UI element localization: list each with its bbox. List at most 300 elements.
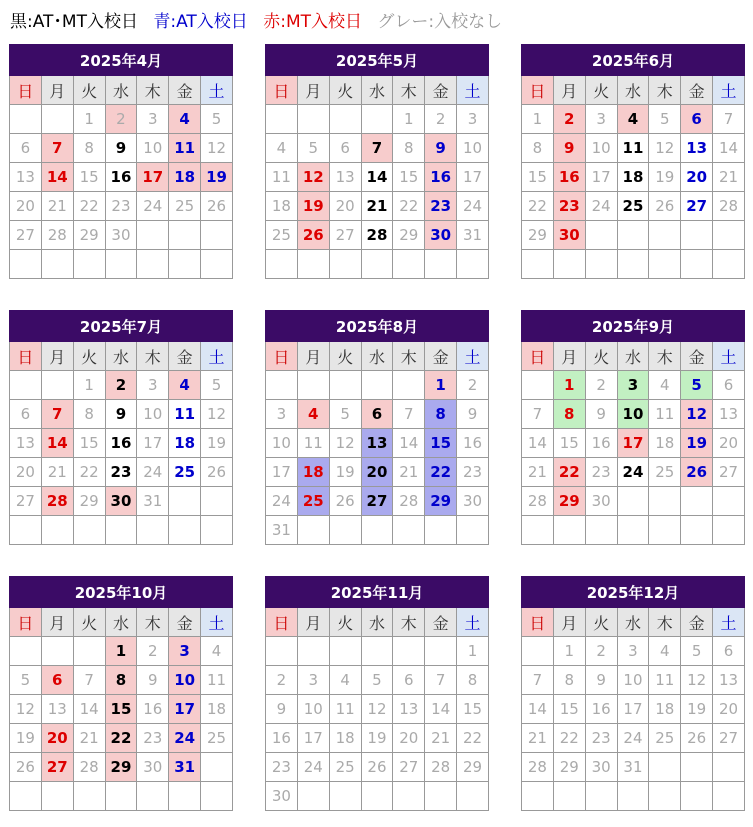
month-calendar — [521, 310, 745, 545]
day-cell: 2 — [105, 371, 137, 400]
weekday-header: 土 — [457, 76, 489, 105]
day-cell: 17 — [137, 429, 169, 458]
empty-cell — [266, 371, 298, 400]
day-cell: 13 — [393, 695, 425, 724]
day-cell: 8 — [105, 666, 137, 695]
day-cell: 14 — [425, 695, 457, 724]
day-cell: 29 — [73, 221, 105, 250]
day-cell: 15 — [73, 163, 105, 192]
day-cell: 5 — [649, 105, 681, 134]
empty-cell — [169, 516, 201, 545]
day-cell: 30 — [425, 221, 457, 250]
empty-cell — [361, 637, 393, 666]
day-cell: 4 — [617, 105, 649, 134]
empty-cell — [681, 487, 713, 516]
month-calendar — [265, 576, 489, 811]
weekday-header: 月 — [553, 76, 585, 105]
day-cell: 25 — [169, 192, 201, 221]
day-cell: 24 — [137, 458, 169, 487]
day-cell: 15 — [553, 695, 585, 724]
day-cell: 25 — [201, 724, 233, 753]
empty-cell — [522, 250, 554, 279]
day-cell: 20 — [393, 724, 425, 753]
empty-cell — [617, 782, 649, 811]
empty-cell — [41, 637, 73, 666]
day-cell: 1 — [425, 371, 457, 400]
empty-cell — [201, 250, 233, 279]
day-cell: 6 — [713, 637, 745, 666]
empty-cell — [10, 637, 42, 666]
day-cell: 22 — [553, 458, 585, 487]
day-cell: 18 — [266, 192, 298, 221]
day-cell: 9 — [105, 400, 137, 429]
day-cell: 23 — [425, 192, 457, 221]
day-cell: 11 — [649, 400, 681, 429]
weekday-header: 土 — [713, 76, 745, 105]
weekday-header: 日 — [522, 342, 554, 371]
day-cell: 12 — [201, 134, 233, 163]
month-calendar — [265, 310, 489, 545]
weekday-header: 日 — [10, 342, 42, 371]
day-cell: 14 — [41, 429, 73, 458]
day-cell: 24 — [137, 192, 169, 221]
day-cell: 14 — [713, 134, 745, 163]
day-cell: 13 — [713, 666, 745, 695]
day-cell: 27 — [329, 221, 361, 250]
month-title: 2025年5月 — [266, 45, 489, 76]
day-cell: 9 — [585, 666, 617, 695]
weekday-header: 金 — [681, 342, 713, 371]
legend-red: 赤:MT入校日 — [263, 12, 362, 32]
month-title: 2025年4月 — [10, 45, 233, 76]
day-cell: 4 — [649, 637, 681, 666]
empty-cell — [617, 487, 649, 516]
empty-cell — [10, 250, 42, 279]
day-cell: 20 — [361, 458, 393, 487]
day-cell: 13 — [329, 163, 361, 192]
weekday-header: 土 — [201, 608, 233, 637]
day-cell: 27 — [361, 487, 393, 516]
empty-cell — [41, 371, 73, 400]
month-calendar — [9, 576, 233, 811]
day-cell: 3 — [266, 400, 298, 429]
weekday-header: 火 — [585, 342, 617, 371]
weekday-header: 土 — [713, 608, 745, 637]
day-cell: 24 — [457, 192, 489, 221]
day-cell: 9 — [425, 134, 457, 163]
empty-cell — [681, 221, 713, 250]
empty-cell — [681, 516, 713, 545]
day-cell: 14 — [522, 695, 554, 724]
weekday-header: 月 — [41, 608, 73, 637]
empty-cell — [201, 782, 233, 811]
day-cell: 23 — [266, 753, 298, 782]
empty-cell — [425, 516, 457, 545]
empty-cell — [553, 782, 585, 811]
day-cell: 24 — [297, 753, 329, 782]
day-cell: 8 — [425, 400, 457, 429]
weekday-header: 火 — [73, 608, 105, 637]
month-title: 2025年6月 — [522, 45, 745, 76]
month-title: 2025年7月 — [10, 311, 233, 342]
day-cell: 31 — [266, 516, 298, 545]
day-cell: 23 — [585, 458, 617, 487]
empty-cell — [522, 637, 554, 666]
day-cell: 5 — [681, 371, 713, 400]
weekday-header: 水 — [361, 342, 393, 371]
day-cell: 4 — [266, 134, 298, 163]
day-cell: 8 — [457, 666, 489, 695]
empty-cell — [713, 782, 745, 811]
day-cell: 7 — [41, 134, 73, 163]
weekday-header: 月 — [297, 342, 329, 371]
weekday-header: 水 — [361, 76, 393, 105]
day-cell: 14 — [41, 163, 73, 192]
day-cell: 12 — [201, 400, 233, 429]
weekday-header: 月 — [297, 608, 329, 637]
day-cell: 11 — [329, 695, 361, 724]
empty-cell — [681, 250, 713, 279]
legend-black: 黒:AT･MT入校日 — [10, 12, 138, 32]
day-cell: 2 — [585, 371, 617, 400]
empty-cell — [393, 637, 425, 666]
day-cell: 6 — [713, 371, 745, 400]
day-cell: 20 — [10, 192, 42, 221]
day-cell: 22 — [522, 192, 554, 221]
day-cell: 24 — [585, 192, 617, 221]
day-cell: 28 — [41, 221, 73, 250]
empty-cell — [10, 105, 42, 134]
day-cell: 28 — [713, 192, 745, 221]
empty-cell — [297, 637, 329, 666]
weekday-header: 日 — [10, 608, 42, 637]
day-cell: 22 — [73, 458, 105, 487]
day-cell: 27 — [41, 753, 73, 782]
day-cell: 18 — [649, 429, 681, 458]
day-cell: 27 — [681, 192, 713, 221]
day-cell: 4 — [297, 400, 329, 429]
weekday-header: 木 — [393, 342, 425, 371]
day-cell: 20 — [713, 429, 745, 458]
day-cell: 25 — [266, 221, 298, 250]
day-cell: 7 — [522, 666, 554, 695]
empty-cell — [361, 105, 393, 134]
day-cell: 2 — [585, 637, 617, 666]
day-cell: 22 — [425, 458, 457, 487]
day-cell: 19 — [681, 695, 713, 724]
day-cell: 5 — [10, 666, 42, 695]
day-cell: 20 — [41, 724, 73, 753]
day-cell: 11 — [649, 666, 681, 695]
weekday-header: 日 — [266, 76, 298, 105]
empty-cell — [41, 782, 73, 811]
day-cell: 3 — [457, 105, 489, 134]
weekday-header: 水 — [617, 76, 649, 105]
empty-cell — [425, 782, 457, 811]
day-cell: 16 — [457, 429, 489, 458]
day-cell: 16 — [553, 163, 585, 192]
weekday-header: 水 — [617, 342, 649, 371]
empty-cell — [266, 637, 298, 666]
legend-blue: 青:AT入校日 — [153, 12, 248, 32]
day-cell: 30 — [585, 753, 617, 782]
day-cell: 8 — [73, 134, 105, 163]
day-cell: 23 — [553, 192, 585, 221]
day-cell: 30 — [105, 221, 137, 250]
day-cell: 25 — [169, 458, 201, 487]
day-cell: 26 — [361, 753, 393, 782]
weekday-header: 火 — [585, 76, 617, 105]
empty-cell — [169, 487, 201, 516]
day-cell: 6 — [393, 666, 425, 695]
weekday-header: 月 — [297, 76, 329, 105]
empty-cell — [169, 782, 201, 811]
empty-cell — [105, 782, 137, 811]
day-cell: 6 — [361, 400, 393, 429]
day-cell: 8 — [522, 134, 554, 163]
weekday-header: 火 — [73, 342, 105, 371]
day-cell: 26 — [329, 487, 361, 516]
day-cell: 10 — [585, 134, 617, 163]
day-cell: 23 — [457, 458, 489, 487]
empty-cell — [361, 371, 393, 400]
day-cell: 2 — [137, 637, 169, 666]
day-cell: 21 — [393, 458, 425, 487]
day-cell: 9 — [457, 400, 489, 429]
month-title: 2025年8月 — [266, 311, 489, 342]
day-cell: 28 — [361, 221, 393, 250]
empty-cell — [457, 250, 489, 279]
month-calendar — [521, 44, 745, 279]
day-cell: 30 — [137, 753, 169, 782]
day-cell: 26 — [681, 724, 713, 753]
day-cell: 10 — [617, 400, 649, 429]
empty-cell — [522, 371, 554, 400]
day-cell: 1 — [553, 371, 585, 400]
day-cell: 9 — [553, 134, 585, 163]
day-cell: 21 — [522, 458, 554, 487]
month-title: 2025年9月 — [522, 311, 745, 342]
day-cell: 26 — [201, 192, 233, 221]
day-cell: 4 — [329, 666, 361, 695]
empty-cell — [681, 782, 713, 811]
day-cell: 22 — [393, 192, 425, 221]
month-calendar — [9, 44, 233, 279]
day-cell: 24 — [266, 487, 298, 516]
empty-cell — [649, 221, 681, 250]
weekday-header: 水 — [105, 608, 137, 637]
day-cell: 7 — [522, 400, 554, 429]
empty-cell — [266, 250, 298, 279]
day-cell: 31 — [137, 487, 169, 516]
day-cell: 5 — [329, 400, 361, 429]
day-cell: 26 — [297, 221, 329, 250]
day-cell: 13 — [361, 429, 393, 458]
empty-cell — [73, 637, 105, 666]
day-cell: 25 — [329, 753, 361, 782]
day-cell: 30 — [585, 487, 617, 516]
empty-cell — [329, 637, 361, 666]
day-cell: 13 — [713, 400, 745, 429]
day-cell: 22 — [73, 192, 105, 221]
day-cell: 27 — [10, 487, 42, 516]
weekday-header: 月 — [553, 342, 585, 371]
day-cell: 19 — [361, 724, 393, 753]
empty-cell — [713, 516, 745, 545]
day-cell: 14 — [522, 429, 554, 458]
day-cell: 9 — [266, 695, 298, 724]
day-cell: 18 — [169, 163, 201, 192]
day-cell: 28 — [73, 753, 105, 782]
day-cell: 25 — [297, 487, 329, 516]
day-cell: 4 — [169, 371, 201, 400]
day-cell: 29 — [393, 221, 425, 250]
day-cell: 23 — [585, 724, 617, 753]
empty-cell — [681, 753, 713, 782]
empty-cell — [617, 516, 649, 545]
empty-cell — [10, 782, 42, 811]
weekday-header: 土 — [457, 342, 489, 371]
day-cell: 21 — [361, 192, 393, 221]
day-cell: 5 — [361, 666, 393, 695]
day-cell: 23 — [105, 192, 137, 221]
day-cell: 19 — [297, 192, 329, 221]
day-cell: 14 — [361, 163, 393, 192]
day-cell: 12 — [361, 695, 393, 724]
weekday-header: 日 — [266, 342, 298, 371]
empty-cell — [649, 782, 681, 811]
day-cell: 4 — [649, 371, 681, 400]
day-cell: 22 — [457, 724, 489, 753]
day-cell: 21 — [41, 458, 73, 487]
empty-cell — [649, 516, 681, 545]
day-cell: 18 — [169, 429, 201, 458]
empty-cell — [553, 250, 585, 279]
day-cell: 3 — [617, 637, 649, 666]
day-cell: 28 — [522, 753, 554, 782]
day-cell: 11 — [297, 429, 329, 458]
day-cell: 13 — [10, 429, 42, 458]
month-calendar — [9, 310, 233, 545]
day-cell: 15 — [393, 163, 425, 192]
weekday-header: 木 — [393, 76, 425, 105]
day-cell: 8 — [553, 400, 585, 429]
day-cell: 17 — [457, 163, 489, 192]
weekday-header: 木 — [649, 342, 681, 371]
weekday-header: 木 — [649, 608, 681, 637]
day-cell: 1 — [393, 105, 425, 134]
empty-cell — [297, 516, 329, 545]
day-cell: 22 — [105, 724, 137, 753]
day-cell: 22 — [553, 724, 585, 753]
day-cell: 30 — [457, 487, 489, 516]
weekday-header: 木 — [137, 76, 169, 105]
empty-cell — [649, 487, 681, 516]
day-cell: 11 — [201, 666, 233, 695]
day-cell: 12 — [329, 429, 361, 458]
day-cell: 28 — [522, 487, 554, 516]
day-cell: 21 — [73, 724, 105, 753]
day-cell: 2 — [457, 371, 489, 400]
day-cell: 12 — [681, 666, 713, 695]
empty-cell — [713, 250, 745, 279]
empty-cell — [457, 516, 489, 545]
weekday-header: 土 — [457, 608, 489, 637]
weekday-header: 木 — [393, 608, 425, 637]
day-cell: 9 — [105, 134, 137, 163]
weekday-header: 金 — [169, 76, 201, 105]
weekday-header: 日 — [266, 608, 298, 637]
day-cell: 19 — [201, 429, 233, 458]
empty-cell — [105, 250, 137, 279]
day-cell: 1 — [73, 105, 105, 134]
day-cell: 27 — [713, 458, 745, 487]
day-cell: 10 — [169, 666, 201, 695]
day-cell: 7 — [361, 134, 393, 163]
day-cell: 15 — [73, 429, 105, 458]
day-cell: 20 — [10, 458, 42, 487]
empty-cell — [361, 250, 393, 279]
empty-cell — [10, 371, 42, 400]
empty-cell — [41, 105, 73, 134]
day-cell: 2 — [425, 105, 457, 134]
day-cell: 24 — [169, 724, 201, 753]
empty-cell — [649, 250, 681, 279]
day-cell: 7 — [41, 400, 73, 429]
day-cell: 11 — [266, 163, 298, 192]
empty-cell — [137, 516, 169, 545]
day-cell: 9 — [137, 666, 169, 695]
day-cell: 19 — [329, 458, 361, 487]
day-cell: 30 — [105, 487, 137, 516]
day-cell: 17 — [617, 429, 649, 458]
day-cell: 3 — [137, 105, 169, 134]
day-cell: 31 — [617, 753, 649, 782]
empty-cell — [522, 782, 554, 811]
month-title: 2025年12月 — [522, 577, 745, 608]
empty-cell — [649, 753, 681, 782]
day-cell: 12 — [681, 400, 713, 429]
empty-cell — [393, 516, 425, 545]
empty-cell — [201, 487, 233, 516]
empty-cell — [329, 250, 361, 279]
day-cell: 29 — [553, 753, 585, 782]
weekday-header: 金 — [681, 608, 713, 637]
day-cell: 8 — [553, 666, 585, 695]
day-cell: 10 — [137, 400, 169, 429]
day-cell: 15 — [522, 163, 554, 192]
day-cell: 18 — [617, 163, 649, 192]
empty-cell — [10, 516, 42, 545]
weekday-header: 日 — [522, 608, 554, 637]
day-cell: 29 — [425, 487, 457, 516]
day-cell: 17 — [585, 163, 617, 192]
day-cell: 29 — [105, 753, 137, 782]
day-cell: 6 — [41, 666, 73, 695]
day-cell: 21 — [522, 724, 554, 753]
day-cell: 1 — [553, 637, 585, 666]
day-cell: 3 — [617, 371, 649, 400]
day-cell: 14 — [393, 429, 425, 458]
day-cell: 29 — [73, 487, 105, 516]
empty-cell — [617, 250, 649, 279]
empty-cell — [169, 250, 201, 279]
empty-cell — [713, 487, 745, 516]
empty-cell — [617, 221, 649, 250]
weekday-header: 月 — [41, 76, 73, 105]
day-cell: 15 — [425, 429, 457, 458]
day-cell: 23 — [105, 458, 137, 487]
